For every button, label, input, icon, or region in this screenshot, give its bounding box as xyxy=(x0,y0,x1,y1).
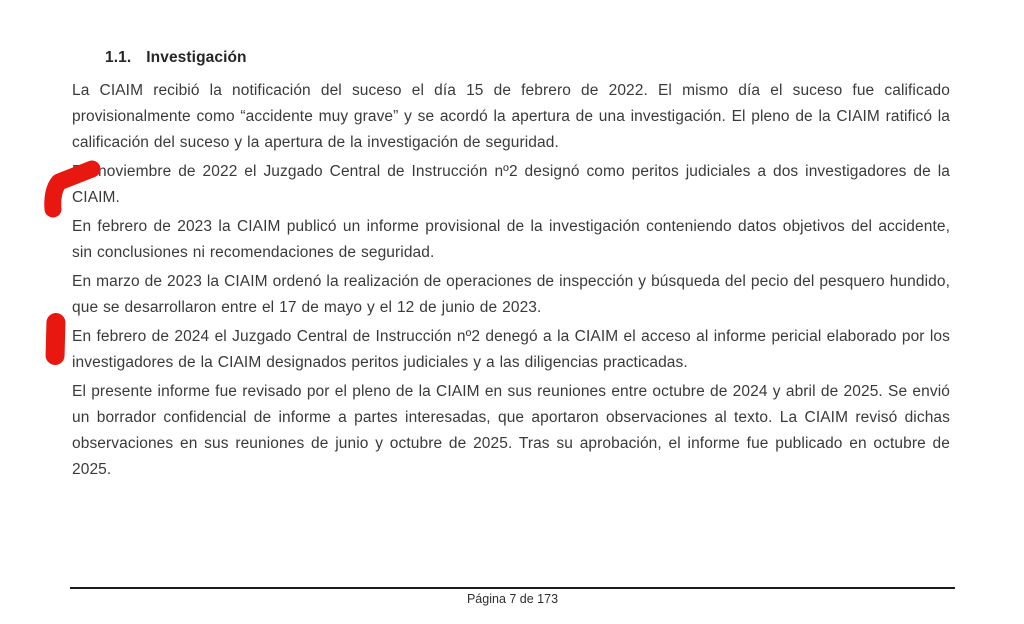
paragraph-revision-publicacion: El presente informe fue revisado por el pleno de la CIAIM en sus reuniones entre octubre de 2024 y abril de 2025. Se envió un borrador confidencial de informe a partes interesadas, que aportaron observaciones al texto. La CIAIM revisó dichas observaciones en sus reuniones de junio y octubre de 2025. Tras su aprobación, el informe fue publicado en octubre de 2025. xyxy=(72,383,950,478)
document-body xyxy=(72,47,950,486)
section-number: 1.1. xyxy=(105,49,132,66)
paragraph-denegacion-2024: En febrero de 2024 el Juzgado Central de Instrucción nº2 denegó a la CIAIM el acceso al informe pericial elaborado por los investigadores de la CIAIM designados peritos judiciales y a las diligencias practicadas. xyxy=(72,328,950,371)
footer-divider xyxy=(70,587,955,589)
page-footer xyxy=(70,587,955,607)
section-title: Investigación xyxy=(146,49,247,66)
red-marker-bar-icon xyxy=(45,313,65,365)
paragraph-informe-provisional-2023: En febrero de 2023 la CIAIM publicó un informe provisional de la investigación conteniendo datos objetivos del accidente, sin conclusiones ni recomendaciones de seguridad. xyxy=(72,218,950,261)
page-number: Página 7 de 173 xyxy=(466,592,559,606)
section-heading xyxy=(105,47,950,69)
paragraph-notification-2022: La CIAIM recibió la notificación del suceso el día 15 de febrero de 2022. El mismo día el suceso fue calificado provisionalmente como “accidente muy grave” y se acordó la apertura de una investigación. El pleno de la CIAIM ratificó la calificación del suceso y la apertura de la investigación de seguridad. xyxy=(72,82,950,151)
paragraph-juzgado-2022: En noviembre de 2022 el Juzgado Central de Instrucción nº2 designó como peritos judiciales a dos investigadores de la CIAIM. xyxy=(72,163,950,206)
paragraph-operaciones-2023: En marzo de 2023 la CIAIM ordenó la realización de operaciones de inspección y búsqueda del pecio del pesquero hundido, que se desarrollaron entre el 17 de mayo y el 12 de junio de 2023. xyxy=(72,273,950,316)
